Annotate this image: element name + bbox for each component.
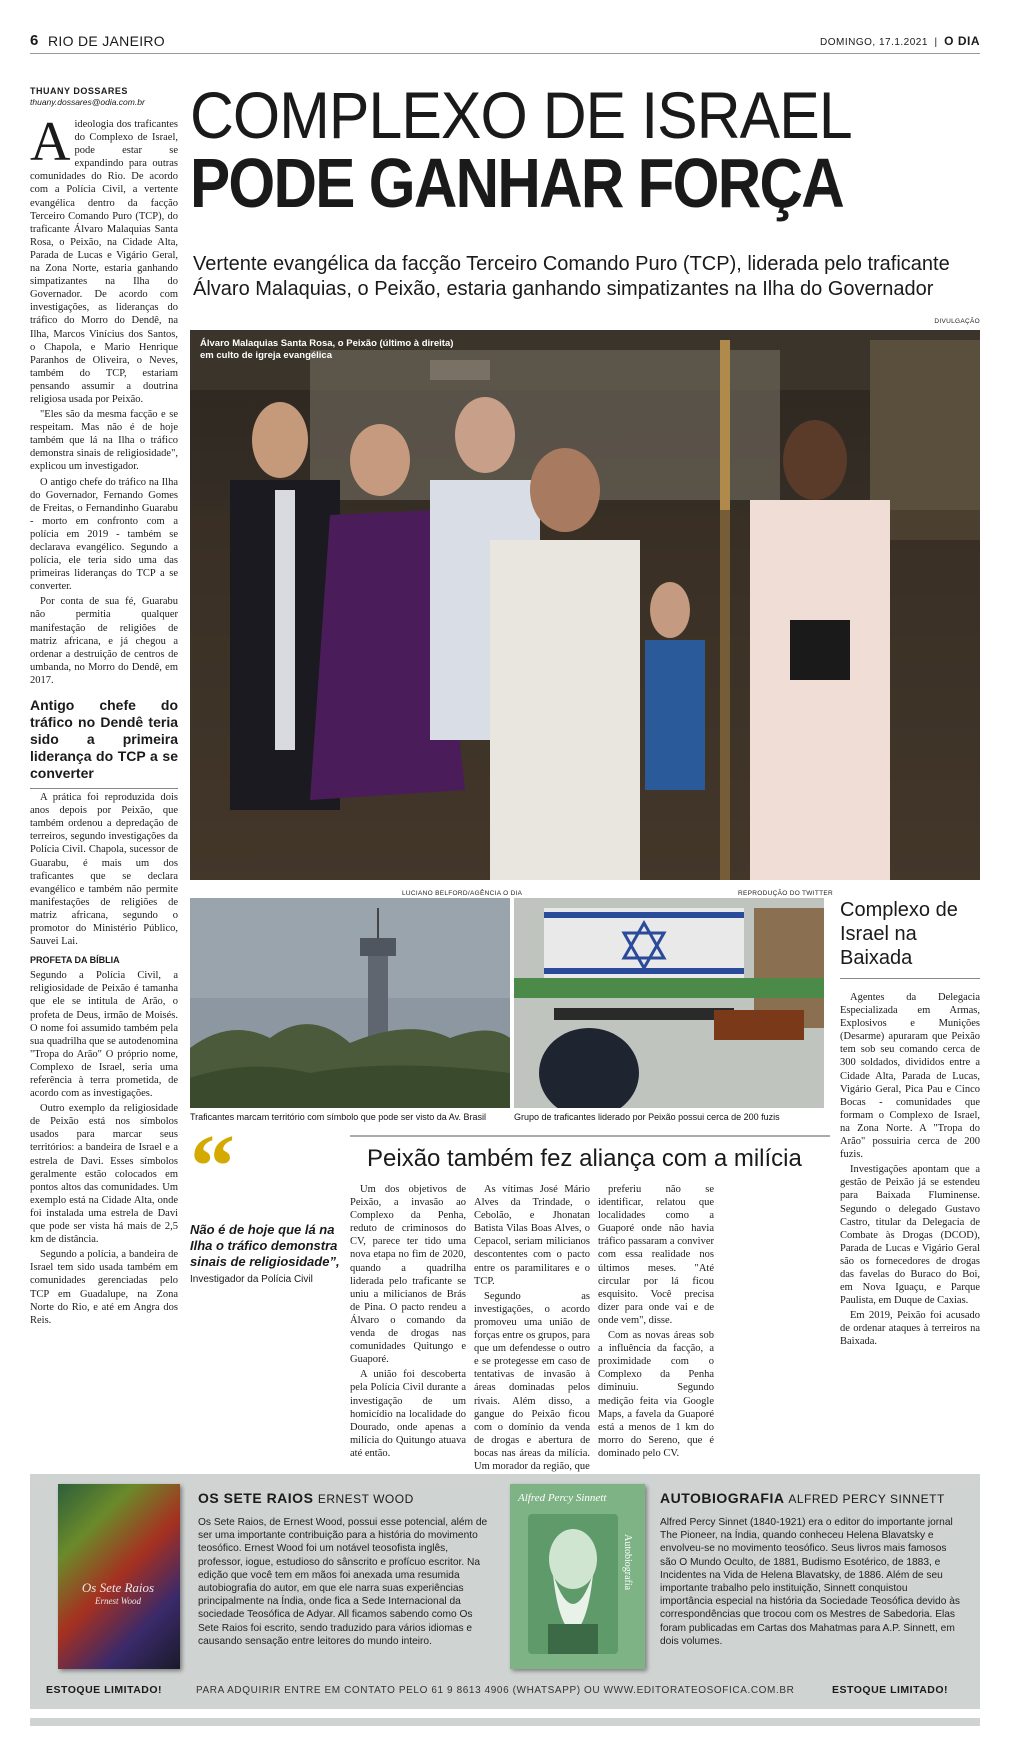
headline-line1: COMPLEXO DE ISRAEL — [190, 78, 852, 152]
book2-cover-author: Alfred Percy Sinnett — [518, 1492, 607, 1504]
paragraph: "Eles são da mesma facção e se respeitam. Mas não é de hoje também que lá na Ilha o tráfico demonstra sinais de religiosidade", explicou um investigador. — [30, 409, 178, 473]
portrait-image — [528, 1514, 618, 1654]
paragraph: As vítimas José Mário Alves da Trindade, o Cebolão, e Jhonatan Batista Vilas Boas Alves, o Cepacol, seriam milicianos descontentes com o pacto entre os paramilitares e o TCP. — [474, 1184, 590, 1287]
page-header — [30, 32, 980, 54]
paragraph: A união foi descoberta pela Polícia Civil durante a investigação de um homicídio na localidade do Dourado, onde apenas a milícia do Quitungo atuava até então. — [350, 1369, 466, 1459]
quote-attribution: Investigador da Polícia Civil — [190, 1274, 313, 1285]
subheading: Antigo chefe do tráfico no Dendê teria sido a primeira liderança do TCP a se converter — [30, 697, 178, 789]
secondary-article-title: Peixão também fez aliança com a milícia — [367, 1145, 802, 1172]
section-kicker: PROFETA DA BÍBLIA — [30, 955, 120, 966]
author-name: THUANY DOSSARES — [30, 86, 128, 96]
photo-credit: LUCIANO BELFORD/AGÊNCIA O DIA — [402, 890, 523, 897]
paragraph: Segundo as investigações, o acordo promoveu uma união de forças entre os grupos, para que um defendesse o outro e se protegesse em caso de tentativas de invasão à áreas dominadas pelos rivais. Além disso, a gangue do Peixão ficou com o domínio da venda de drogas e abertura de bocas nas áreas da milícia. Um morador da região, que — [474, 1290, 590, 1472]
tower-photo — [190, 898, 510, 1108]
footer-bar — [30, 1718, 980, 1726]
section-name: RIO DE JANEIRO — [48, 33, 165, 49]
paragraph: Em 2019, Peixão foi acusado de ordenar ataques à terreiros na Baixada. — [840, 1310, 980, 1348]
drop-cap: A — [30, 111, 71, 173]
book1-title: OS SETE RAIOS ERNEST WOOD — [198, 1490, 414, 1506]
paragraph: Com as novas áreas sob a influência da facção, a proximidade com o Complexo da Penha diminuiu. Segundo medição feita via Google Maps, a favela da Guaporé está a menos de 1 km do morro do Sereno, que é dominado pelo CV. — [598, 1330, 714, 1459]
sidebar-title: Complexo de Israel na Baixada — [840, 898, 980, 979]
headline-line2: PODE GANHAR FORÇA — [190, 144, 844, 222]
paragraph: Por conta de sua fé, Guarabu não permitia qualquer manifestação de religiões de matriz africana, e já chegou a ordenar a destruição de centros de umbanda, no Morro do Dendê, em 2017. — [30, 596, 178, 686]
photo-credit: REPRODUÇÃO DO TWITTER — [738, 890, 834, 897]
quote-text: Não é de hoje que lá na Ilha o tráfico demonstra sinais de religiosidade”, — [190, 1222, 340, 1269]
book1-cover-author: Ernest Wood — [95, 1596, 141, 1606]
book-cover-autobiografia[interactable] — [510, 1484, 645, 1669]
article-column — [350, 1183, 466, 1475]
pull-quote — [190, 1117, 340, 1286]
stock-notice-right: ESTOQUE LIMITADO! — [832, 1684, 949, 1696]
book2-description: Alfred Percy Sinnet (1840-1921) era o editor do importante jornal The Pioneer, na Índia, quando conheceu Helena Blavatsky e envolveu-se no movimento teosófico. Seus livros mais famosos são O Mundo Oculto, de 1881, Budismo Esotérico, de 1883, e Incidentes na Vida de Helena Blavatsky, de 1886. Além de seu importante trabalho pelo instituição, Sinnett conquistou importância especial na história da Sociedade Teosófica devido às correspondências que trocou com os Mestres de Sabedoria. Elas foram publicadas em Cartas dos Mahatmas para A.P. Sinnett, em dois volumes. — [660, 1517, 960, 1647]
book1-description: Os Sete Raios, de Ernest Wood, possui esse potencial, além de ser uma importante contribuição para a história do movimento teosófico. Ernest Wood foi um notável teosofista inglês, professor, iogue, estudioso do sânscrito e profícuo escritor. Na edição que você tem em mãos foi anexada uma resumida autobiografia do autor, em que ele narra suas experiências principalmente na Índia, onde fica a Sede Internacional da sociedade Teosófica de Adyar. All ficamos sabendo como Os Sete Raios foi escrito, sendo traduzido para vários idiomas e causando sensação entre leitores do mundo inteiro. — [198, 1517, 488, 1647]
paragraph: preferiu não se identificar, relatou que localidades como a Guaporé onde não havia tráfico passaram a conviver com essa realidade nos últimos meses. "Até circular por lá ficou esquisito. Você precisa dizer para onde vai e de onde vem", disse. — [598, 1184, 714, 1326]
paragraph: Outro exemplo da religiosidade de Peixão está nos símbolos usados para marcar seus territórios: a bandeira de Israel e a estrela de Davi. Esses símbolos geralmente estão colocados em pontos altos das comunidades. Um exemplo está na Cidade Alta, onde foi instalada uma estrela de Davi que pode ser vista há mais de 2,5 km de distância. — [30, 1103, 178, 1246]
author-email[interactable]: thuany.dossares@odia.com.br — [30, 97, 145, 107]
book2-cover-title: Autobiografia — [622, 1534, 633, 1591]
paragraph: Um dos objetivos de Peixão, a invasão ao Complexo da Penha, reduto de criminosos do CV, parece ter tido uma nova etapa no fim de 2020, quando a quadrilha liderada pelo traficante se uniu a milicianos de Brás de Pina. O pacto rendeu a Álvaro o comando da venda de drogas nas comunidades Quitungo e Guaporé. — [350, 1184, 466, 1366]
brand-name: O DIA — [944, 34, 980, 48]
secondary-article — [350, 1135, 830, 1475]
paragraph: Segundo a Polícia Civil, a religiosidade de Peixão é tamanha que ele se intitula de Arão, o profeta de Deus, irmão de Moisés. O nome foi assumido também pela sua quadrilha que se autodenomina "Tropa do Arão" O próprio nome, Complexo de Israel, seria uma referência à terra prometida, de acordo com as investigações. — [30, 970, 178, 1100]
tower-photo-caption: Traficantes marcam território com símbolo que pode ser visto da Av. Brasil — [190, 1112, 486, 1122]
dateline: DOMINGO, 17.1.2021 | O DIA — [820, 34, 980, 48]
quote-mark-icon: “ — [190, 1117, 235, 1216]
book2-title: AUTOBIOGRAFIA ALFRED PERCY SINNETT — [660, 1490, 945, 1506]
paragraph: Segundo a polícia, a bandeira de Israel tem sido usada também em comunidades gerenciadas pelo TCP em Guadalupe, na Zona Norte do Rio, e até em Angra dos Reis. — [30, 1249, 178, 1326]
paragraph: A prática foi reproduzida dois anos depois por Peixão, que também ordenou a depredação de terreiros, segundo investigações da Polícia Civil. Chapola, sucessor de Guarabu, é mais um dos traficantes que se declara evangélico e também não permite manifestações de religiões de matriz africana, segundo o promotor do Ministério Público, Sauvei Lai. — [30, 792, 178, 948]
paragraph: O antigo chefe do tráfico na Ilha do Governador, Fernando Gomes de Freitas, o Fernandinho Guarabu - morto em confronto com a polícia em 2019 - também se declarava evangélico. Segundo a polícia, ele teria sido uma das primeiras lideranças do TCP a se converter. — [30, 476, 178, 593]
main-photo-caption: Álvaro Malaquias Santa Rosa, o Peixão (último à direita) em culto de igreja evangélica — [200, 338, 454, 361]
book-cover-sete-raios[interactable] — [58, 1484, 180, 1669]
article-column — [598, 1183, 714, 1475]
date: DOMINGO, 17.1.2021 — [820, 37, 928, 48]
photo-credit: DIVULGAÇÃO — [934, 318, 980, 325]
page-number: 6 — [30, 32, 39, 49]
main-photo — [190, 330, 980, 880]
stock-notice-left: ESTOQUE LIMITADO! — [46, 1684, 163, 1696]
deck: Vertente evangélica da facção Terceiro Comando Puro (TCP), liderada pelo traficante Álvaro Malaquias, o Peixão, estaria ganhando simpatizantes na Ilha do Governador — [193, 253, 950, 300]
rifles-photo — [514, 898, 824, 1108]
paragraph: Agentes da Delegacia Especializada em Armas, Explosivos e Munições (Desarme) apuraram que Peixão tem sob seu comando cerca de 300 soldados, divididos entre a Cidade Alta, Parada de Lucas, Vigário Geral, Pica Pau e Cinco Bocas - comunidades que formam o Complexo de Israel, na Zona Norte. A "Tropa do Arão" possuiria cerca de 200 fuzis. — [840, 992, 980, 1161]
main-article-column — [30, 111, 178, 1329]
article-column — [474, 1183, 590, 1475]
rifles-photo-caption: Grupo de traficantes liderado por Peixão possui cerca de 200 fuzis — [514, 1112, 780, 1122]
paragraph: Aideologia dos traficantes do Complexo de Israel, pode estar se expandindo para outras comunidades do Rio. De acordo com a Polícia Civil, a vertente evangélica dentro da facção Terceiro Comando Puro (TCP), do traficante Álvaro Malaquias Santa Rosa, o Peixão, na Cidade Alta, Parada de Lucas e Vigário Geral, na Zona Norte, estaria ganhando simpatizantes na Ilha do Governador. De acordo com investigações, as lideranças do tráfico do Morro do Dendê, na Ilha, Marcos Vinícius dos Santos, o Chapola, e Mario Henrique Paranhos de Oliveira, o Neves, também do TCP, estariam pensando assumir a doutrina religiosa usada por Peixão. — [30, 111, 178, 405]
purchase-cta[interactable]: PARA ADQUIRIR ENTRE EM CONTATO PELO 61 9 8613 4906 (WHATSAPP) OU WWW.EDITORATEOSOFICA.COM.BR — [196, 1685, 795, 1696]
sidebar-article — [840, 898, 980, 1351]
paragraph: Investigações apontam que a gestão de Peixão já se estendeu para Baixada Fluminense. Segundo o delegado Gustavo Castro, titular da Delegacia de Combate às Drogas (DCOD), Parada de Lucas e Vigário Geral são os fornecedores de drogas das favelas do Buraco do Boi, em Nova Iguaçu, e Parque Paulista, em Duque de Caxias. — [840, 1164, 980, 1307]
book1-cover-title: Os Sete Raios — [81, 1580, 155, 1595]
